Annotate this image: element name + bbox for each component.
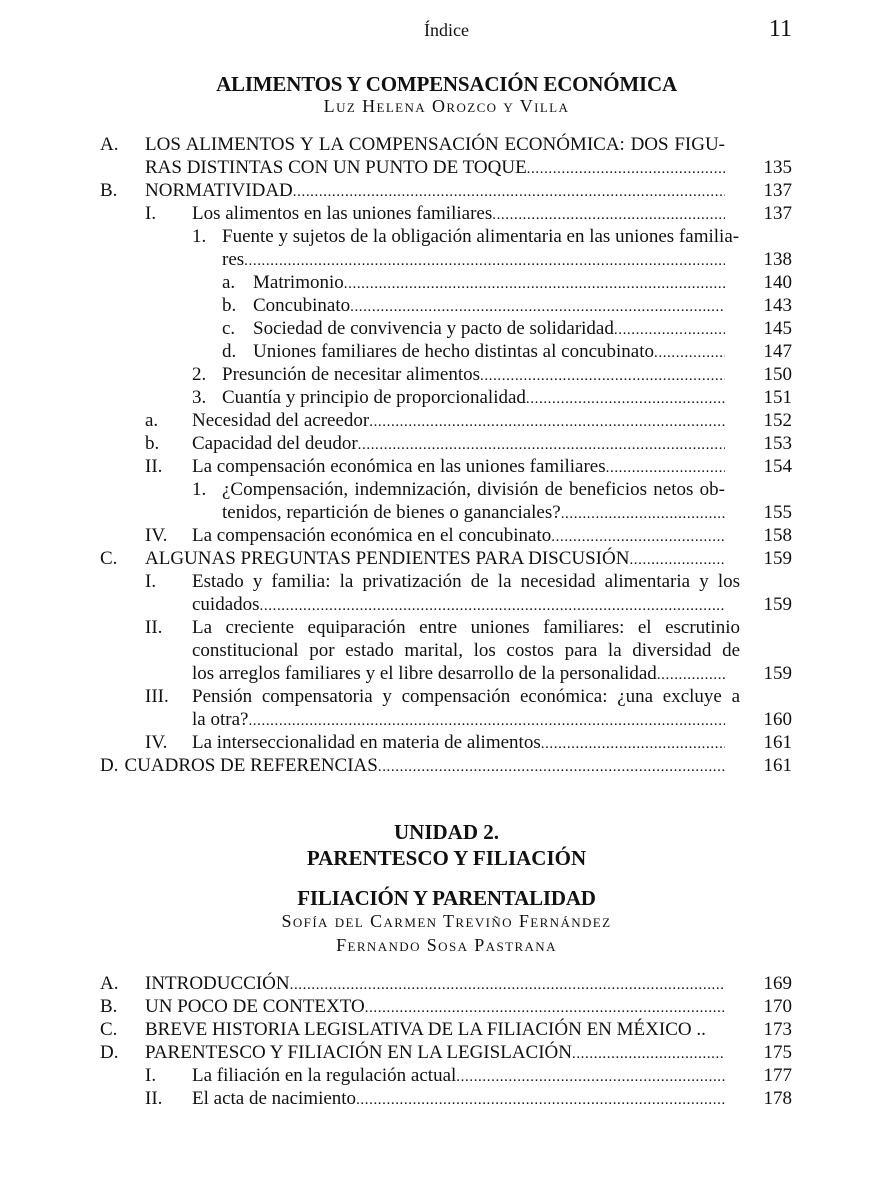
toc-text: El acta de nacimiento (192, 1088, 357, 1109)
toc-page: 155 (763, 502, 792, 523)
toc-text: Presunción de necesitar alimentos (222, 364, 481, 385)
toc-page: 161 (763, 732, 792, 753)
dot-leader (526, 388, 725, 410)
toc-text: Cuantía y principio de proporcionalidad (222, 387, 526, 408)
chapter-author: Fernando Sosa Pastrana (336, 935, 557, 955)
toc-page: 137 (763, 180, 792, 201)
dot-leader (290, 974, 725, 996)
dot-leader (551, 526, 725, 548)
toc-text: NORMATIVIDAD (145, 180, 293, 201)
toc-page: 158 (763, 525, 792, 546)
toc-text: Los alimentos en las uniones familiares (192, 203, 493, 224)
toc-page: 138 (763, 249, 792, 270)
toc-label: A. (100, 973, 119, 994)
toc-page: 153 (763, 433, 792, 454)
toc-label: a. (145, 410, 159, 431)
toc-label: C. (100, 548, 118, 569)
toc-text: cuidados (192, 594, 260, 615)
dot-leader (293, 181, 725, 203)
toc-text: BREVE HISTORIA LEGISLATIVA DE LA FILIACIÓN EN MÉXICO .. (145, 1019, 706, 1040)
dot-leader (572, 1043, 725, 1065)
toc-label: a. (222, 272, 236, 293)
toc-label: C. (100, 1019, 118, 1040)
toc-label: III. (145, 686, 169, 707)
toc-text: UN POCO DE CONTEXTO (145, 996, 365, 1017)
dot-leader (480, 365, 725, 387)
dot-leader (244, 250, 725, 272)
toc-text: Sociedad de convivencia y pacto de solidaridad (253, 318, 614, 339)
dot-leader (456, 1066, 725, 1088)
toc-label: A. (100, 134, 119, 155)
toc-text: Fuente y sujetos de la obligación alimentaria en las uniones familia- (222, 226, 740, 247)
toc-page: 135 (763, 157, 792, 178)
toc-label: IV. (145, 525, 168, 546)
toc-page: 145 (763, 318, 792, 339)
toc-page: 178 (763, 1088, 792, 1109)
toc-text: CUADROS DE REFERENCIAS (124, 755, 378, 776)
chapter-author: Luz Helena Orozco y Villa (323, 96, 570, 116)
dot-leader (358, 434, 725, 456)
dot-leader (561, 503, 725, 525)
toc-text: La interseccionalidad en materia de alimentos (192, 732, 541, 753)
toc-text: la otra? (192, 709, 249, 730)
toc-text: Pensión compensatoria y compensación económica: ¿una excluye a (192, 686, 740, 707)
unit-title-number: UNIDAD 2. (394, 820, 499, 844)
toc-label: D. (100, 755, 119, 776)
toc-text: constitucional por estado marital, los costos para la diversidad de (192, 640, 740, 661)
dot-leader (369, 411, 725, 433)
toc-page: 147 (763, 341, 792, 362)
dot-leader (614, 319, 725, 341)
toc-text: LOS ALIMENTOS Y LA COMPENSACIÓN ECONÓMICA: DOS FIGU- (145, 134, 725, 155)
toc-text: Capacidad del deudor (192, 433, 358, 454)
toc-label: 1. (192, 226, 207, 247)
toc-page: 159 (763, 548, 792, 569)
toc-page: 169 (763, 973, 792, 994)
toc-label: 2. (192, 364, 207, 385)
toc-page: 177 (763, 1065, 792, 1086)
toc-label: c. (222, 318, 236, 339)
toc-label: IV. (145, 732, 168, 753)
dot-leader (344, 273, 725, 295)
toc-page: 137 (763, 203, 792, 224)
toc-page: 152 (763, 410, 792, 431)
dot-leader (654, 342, 725, 364)
toc-label: B. (100, 180, 118, 201)
toc-text: Necesidad del acreedor (192, 410, 370, 431)
toc-label: 3. (192, 387, 207, 408)
toc-text: Matrimonio (253, 272, 344, 293)
toc-label: d. (222, 341, 237, 362)
chapter-title: ALIMENTOS Y COMPENSACIÓN ECONÓMICA (216, 72, 677, 96)
toc-page: 143 (763, 295, 792, 316)
toc-text: La compensación económica en el concubinato (192, 525, 552, 546)
toc-text: La compensación económica en las uniones familiares (192, 456, 606, 477)
dot-leader (378, 756, 725, 778)
toc-label: B. (100, 996, 118, 1017)
toc-text: Concubinato (253, 295, 351, 316)
toc-page: 159 (763, 594, 792, 615)
toc-text: Uniones familiares de hecho distintas al concubinato (253, 341, 654, 362)
toc-text: Estado y familia: la privatización de la necesidad alimentaria y los (192, 571, 740, 592)
dot-leader (492, 204, 725, 226)
toc-page: 150 (763, 364, 792, 385)
dot-leader (356, 1089, 725, 1111)
toc-page: 151 (763, 387, 792, 408)
toc-text: ¿Compensación, indemnización, división de beneficios netos ob- (222, 479, 725, 500)
dot-leader (657, 664, 725, 686)
toc-page: 170 (763, 996, 792, 1017)
toc-text: INTRODUCCIÓN (145, 973, 290, 994)
toc-text: tenidos, repartición de bienes o gananciales? (222, 502, 561, 523)
dot-leader (248, 710, 725, 732)
dot-leader (365, 997, 725, 1019)
toc-label: II. (145, 1088, 163, 1109)
toc-text: La filiación en la regulación actual (192, 1065, 457, 1086)
toc-text: res (222, 249, 245, 270)
toc-label: b. (145, 433, 160, 454)
toc-label: 1. (192, 479, 207, 500)
running-header-title: Índice (424, 20, 469, 40)
dot-leader (606, 457, 725, 479)
toc-text: RAS DISTINTAS CON UN PUNTO DE TOQUE (145, 157, 527, 178)
page-number: 11 (768, 16, 792, 42)
toc-label: II. (145, 617, 163, 638)
toc-page: 175 (763, 1042, 792, 1063)
toc-text: PARENTESCO Y FILIACIÓN EN LA LEGISLACIÓN (145, 1042, 572, 1063)
toc-page: 140 (763, 272, 792, 293)
chapter-title: FILIACIÓN Y PARENTALIDAD (297, 886, 596, 910)
toc-text: los arreglos familiares y el libre desarrollo de la personalidad (192, 663, 657, 684)
dot-leader (541, 733, 725, 755)
unit-title-name: PARENTESCO Y FILIACIÓN (306, 846, 587, 870)
toc-label: II. (145, 456, 163, 477)
toc-page: 161 (763, 755, 792, 776)
toc-text: La creciente equiparación entre uniones familiares: el escrutinio (192, 617, 740, 638)
dot-leader (527, 158, 725, 180)
toc-page: 154 (763, 456, 792, 477)
chapter-author: Sofía del Carmen Treviño Fernández (281, 911, 612, 931)
toc-label: I. (145, 571, 157, 592)
toc-label: b. (222, 295, 237, 316)
toc-page: 160 (763, 709, 792, 730)
toc-label: D. (100, 1042, 119, 1063)
dot-leader (260, 595, 725, 617)
toc-label: I. (145, 203, 157, 224)
toc-label: I. (145, 1065, 157, 1086)
dot-leader (350, 296, 725, 318)
toc-page: 159 (763, 663, 792, 684)
dot-leader (629, 549, 725, 571)
toc-text: ALGUNAS PREGUNTAS PENDIENTES PARA DISCUSIÓN (145, 548, 630, 569)
toc-page: 173 (763, 1019, 792, 1040)
